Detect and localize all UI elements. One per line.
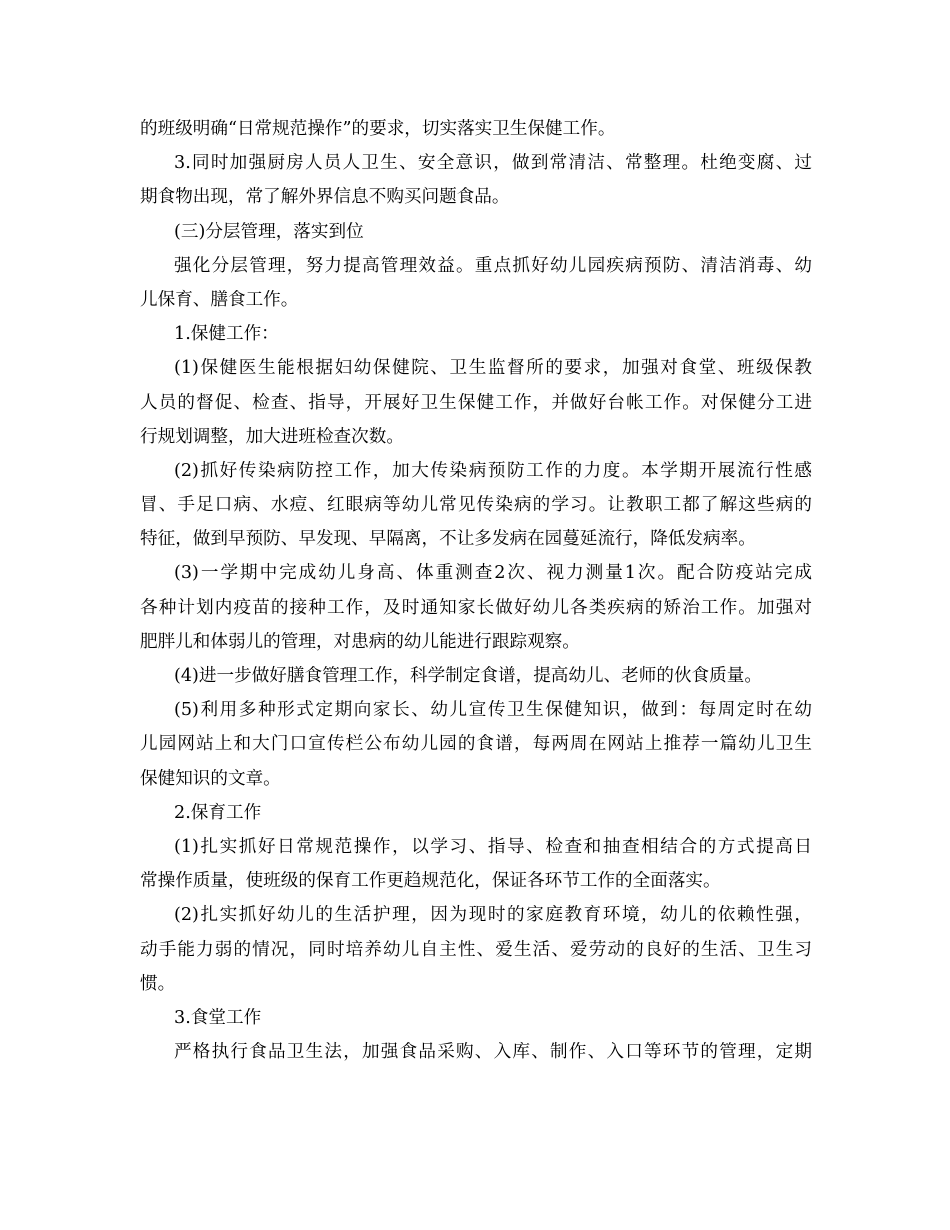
- section-heading: (三)分层管理，落实到位: [174, 221, 364, 242]
- text-line: 惯。: [140, 973, 176, 994]
- text-line: 保健知识的文章。: [140, 768, 281, 789]
- document-body: [140, 112, 812, 1069]
- text-line: 肥胖儿和体弱儿的管理，对患病的幼儿能进行跟踪观察。: [140, 631, 580, 652]
- text-line: 的班级明确“日常规范操作”的要求，切实落实卫生保健工作。: [140, 119, 616, 139]
- text-line: 特征，做到早预防、早发现、早隔离，不让多发病在园蔓延流行，降低发病率。: [140, 529, 756, 550]
- text-line: 期食物出现，常了解外界信息不购买问题食品。: [140, 187, 510, 208]
- section-heading: 3.食堂工作: [174, 1007, 262, 1028]
- text-line: 儿园网站上和大门口宣传栏公布幼儿园的食谱，每两周在网站上推荐一篇幼儿卫生: [140, 734, 812, 755]
- text-line: (2)抓好传染病防控工作，加大传染病预防工作的力度。本学期开展流行性感: [174, 460, 812, 481]
- text-line: 行规划调整，加大进班检查次数。: [140, 426, 404, 447]
- text-line: 3.同时加强厨房人员人卫生、安全意识，做到常清洁、常整理。杜绝变腐、过: [174, 153, 812, 174]
- text-line: (1)保健医生能根据妇幼保健院、卫生监督所的要求，加强对食堂、班级保教: [174, 358, 812, 379]
- section-heading: 1.保健工作：: [174, 324, 279, 345]
- text-line: 各种计划内疫苗的接种工作，及时通知家长做好幼儿各类疾病的矫治工作。加强对: [140, 597, 812, 618]
- section-heading: 2.保育工作: [174, 802, 262, 823]
- text-line: (3)一学期中完成幼儿身高、体重测查2次、视力测量1次。配合防疫站完成: [174, 563, 812, 584]
- text-line: (1)扎实抓好日常规范操作，以学习、指导、检查和抽查相结合的方式提高日: [174, 836, 812, 857]
- text-line: 儿保育、膳食工作。: [140, 289, 299, 310]
- text-line: 动手能力弱的情况，同时培养幼儿自主性、爱生活、爱劳动的良好的生活、卫生习: [140, 939, 812, 960]
- text-line: 严格执行食品卫生法，加强食品采购、入库、制作、入口等环节的管理，定期: [174, 1042, 812, 1063]
- text-line: (2)扎实抓好幼儿的生活护理，因为现时的家庭教育环境，幼儿的依赖性强，: [174, 905, 812, 926]
- text-line: 冒、手足口病、水痘、红眼病等幼儿常见传染病的学习。让教职工都了解这些病的: [140, 495, 812, 516]
- text-line: 常操作质量，使班级的保育工作更趋规范化，保证各环节工作的全面落实。: [140, 871, 721, 892]
- text-line: (5)利用多种形式定期向家长、幼儿宣传卫生保健知识，做到：每周定时在幼: [174, 700, 812, 721]
- text-line: 强化分层管理，努力提高管理效益。重点抓好幼儿园疾病预防、清洁消毒、幼: [174, 255, 812, 276]
- text-line: (4)进一步做好膳食管理工作，科学制定食谱，提高幼儿、老师的伙食质量。: [174, 666, 762, 686]
- text-line: 人员的督促、检查、指导，开展好卫生保健工作，并做好台帐工作。对保健分工进: [140, 392, 812, 413]
